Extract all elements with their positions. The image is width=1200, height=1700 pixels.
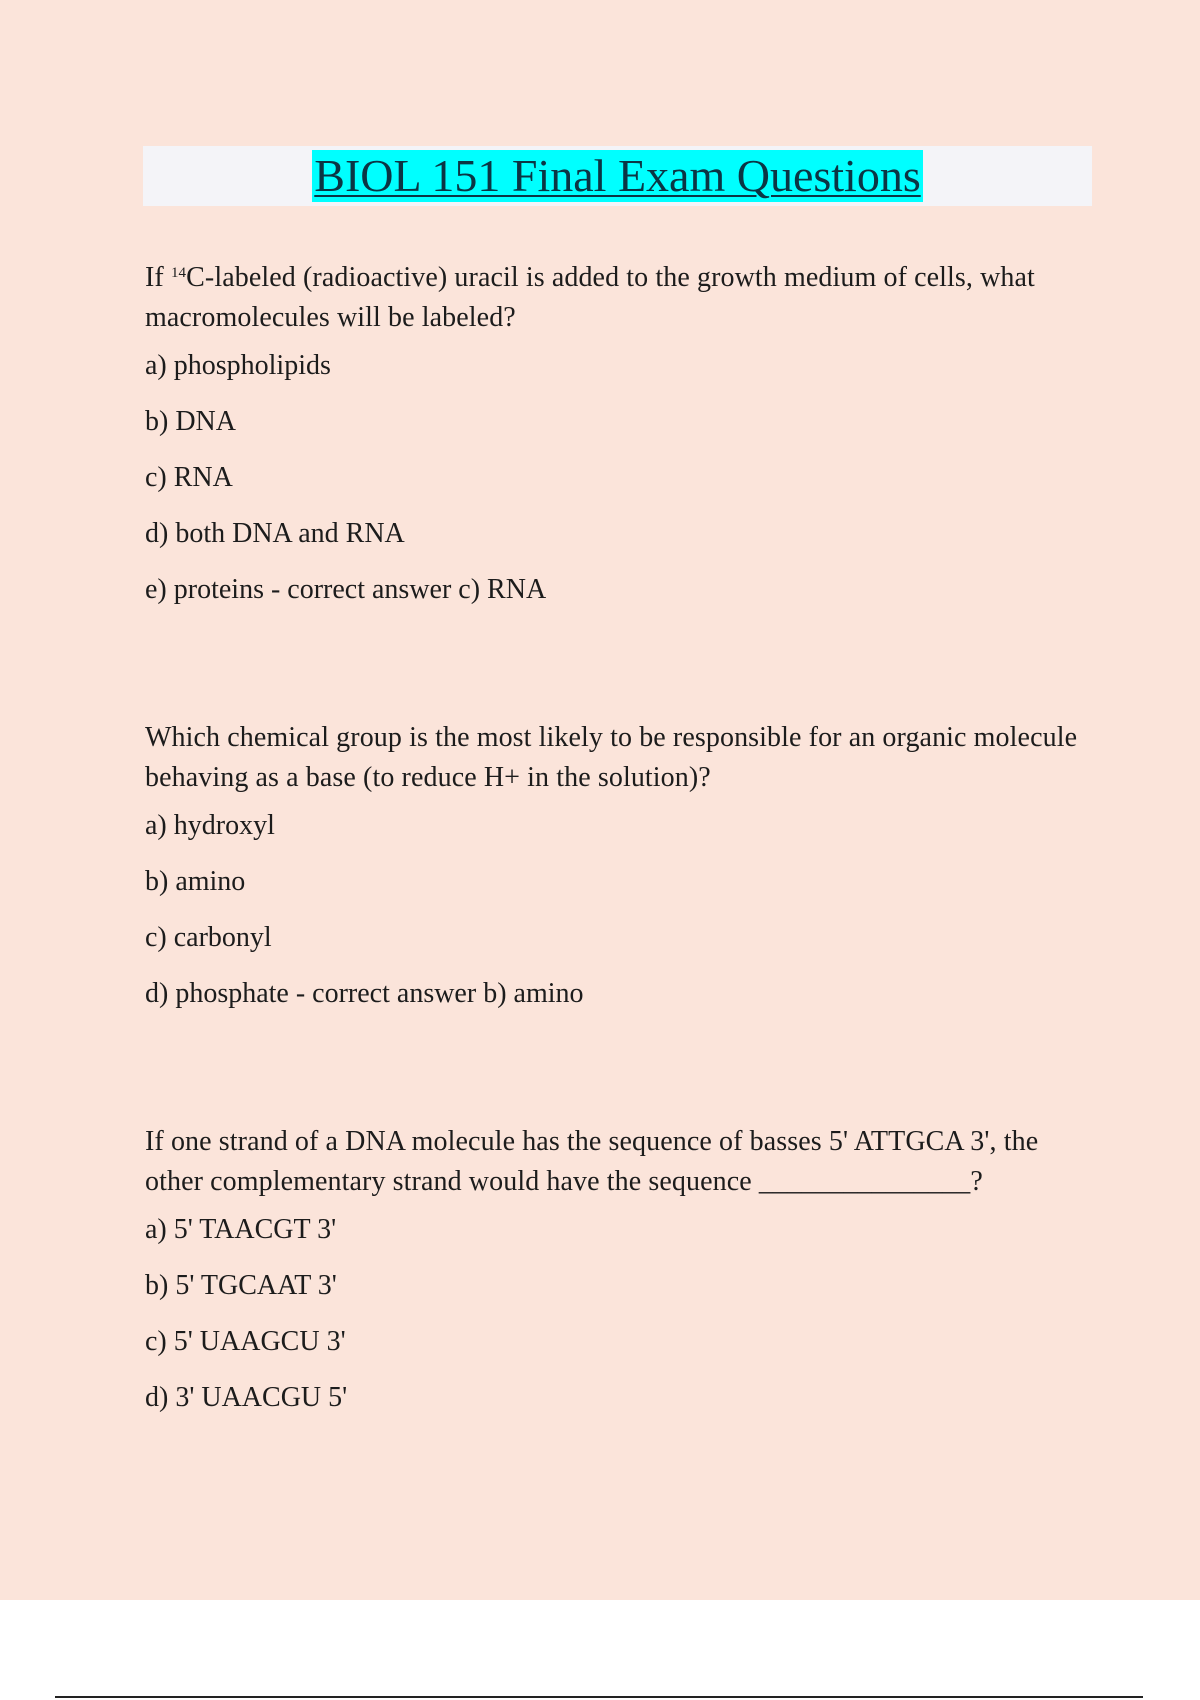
question-1-option-e: e) proteins - correct answer c) RNA [145,574,547,605]
question-1-option-b: b) DNA [145,406,236,437]
question-3-option-c: c) 5' UAAGCU 3' [145,1326,346,1357]
question-1 [145,258,1095,608]
question-1-text [145,258,1095,338]
question-3-option-b: b) 5' TGCAAT 3' [145,1270,337,1301]
question-1-prefix: If [145,262,171,293]
questions-list [145,258,1095,1416]
question-2-option-a: a) hydroxyl [145,810,275,841]
question-2-option-b: b) amino [145,866,246,897]
question-3-text: If one strand of a DNA molecule has the sequence of basses 5' ATTGCA 3', the other complementary strand would have the sequence _______________? [145,1126,1039,1197]
question-3-option-d: d) 3' UAACGU 5' [145,1382,348,1413]
question-2-text: Which chemical group is the most likely to be responsible for an organic molecule behaving as a base (to reduce H+ in the solution)? [145,722,1078,793]
document-title: BIOL 151 Final Exam Questions [314,150,921,201]
question-1-superscript: 14 [170,265,187,281]
question-3 [145,1122,1095,1416]
footer-divider [55,1696,1143,1698]
question-1-option-c: c) RNA [145,462,233,493]
title-bar [143,146,1092,206]
question-2-option-d: d) phosphate - correct answer b) amino [145,978,584,1009]
question-2 [145,718,1095,1012]
question-1-option-d: d) both DNA and RNA [145,518,405,549]
question-1-main: C-labeled (radioactive) uracil is added to the growth medium of cells, what macromolecules will be labeled? [145,262,1035,333]
question-1-option-a: a) phospholipids [145,350,331,381]
question-3-option-a: a) 5' TAACGT 3' [145,1214,337,1245]
question-2-option-c: c) carbonyl [145,922,272,953]
